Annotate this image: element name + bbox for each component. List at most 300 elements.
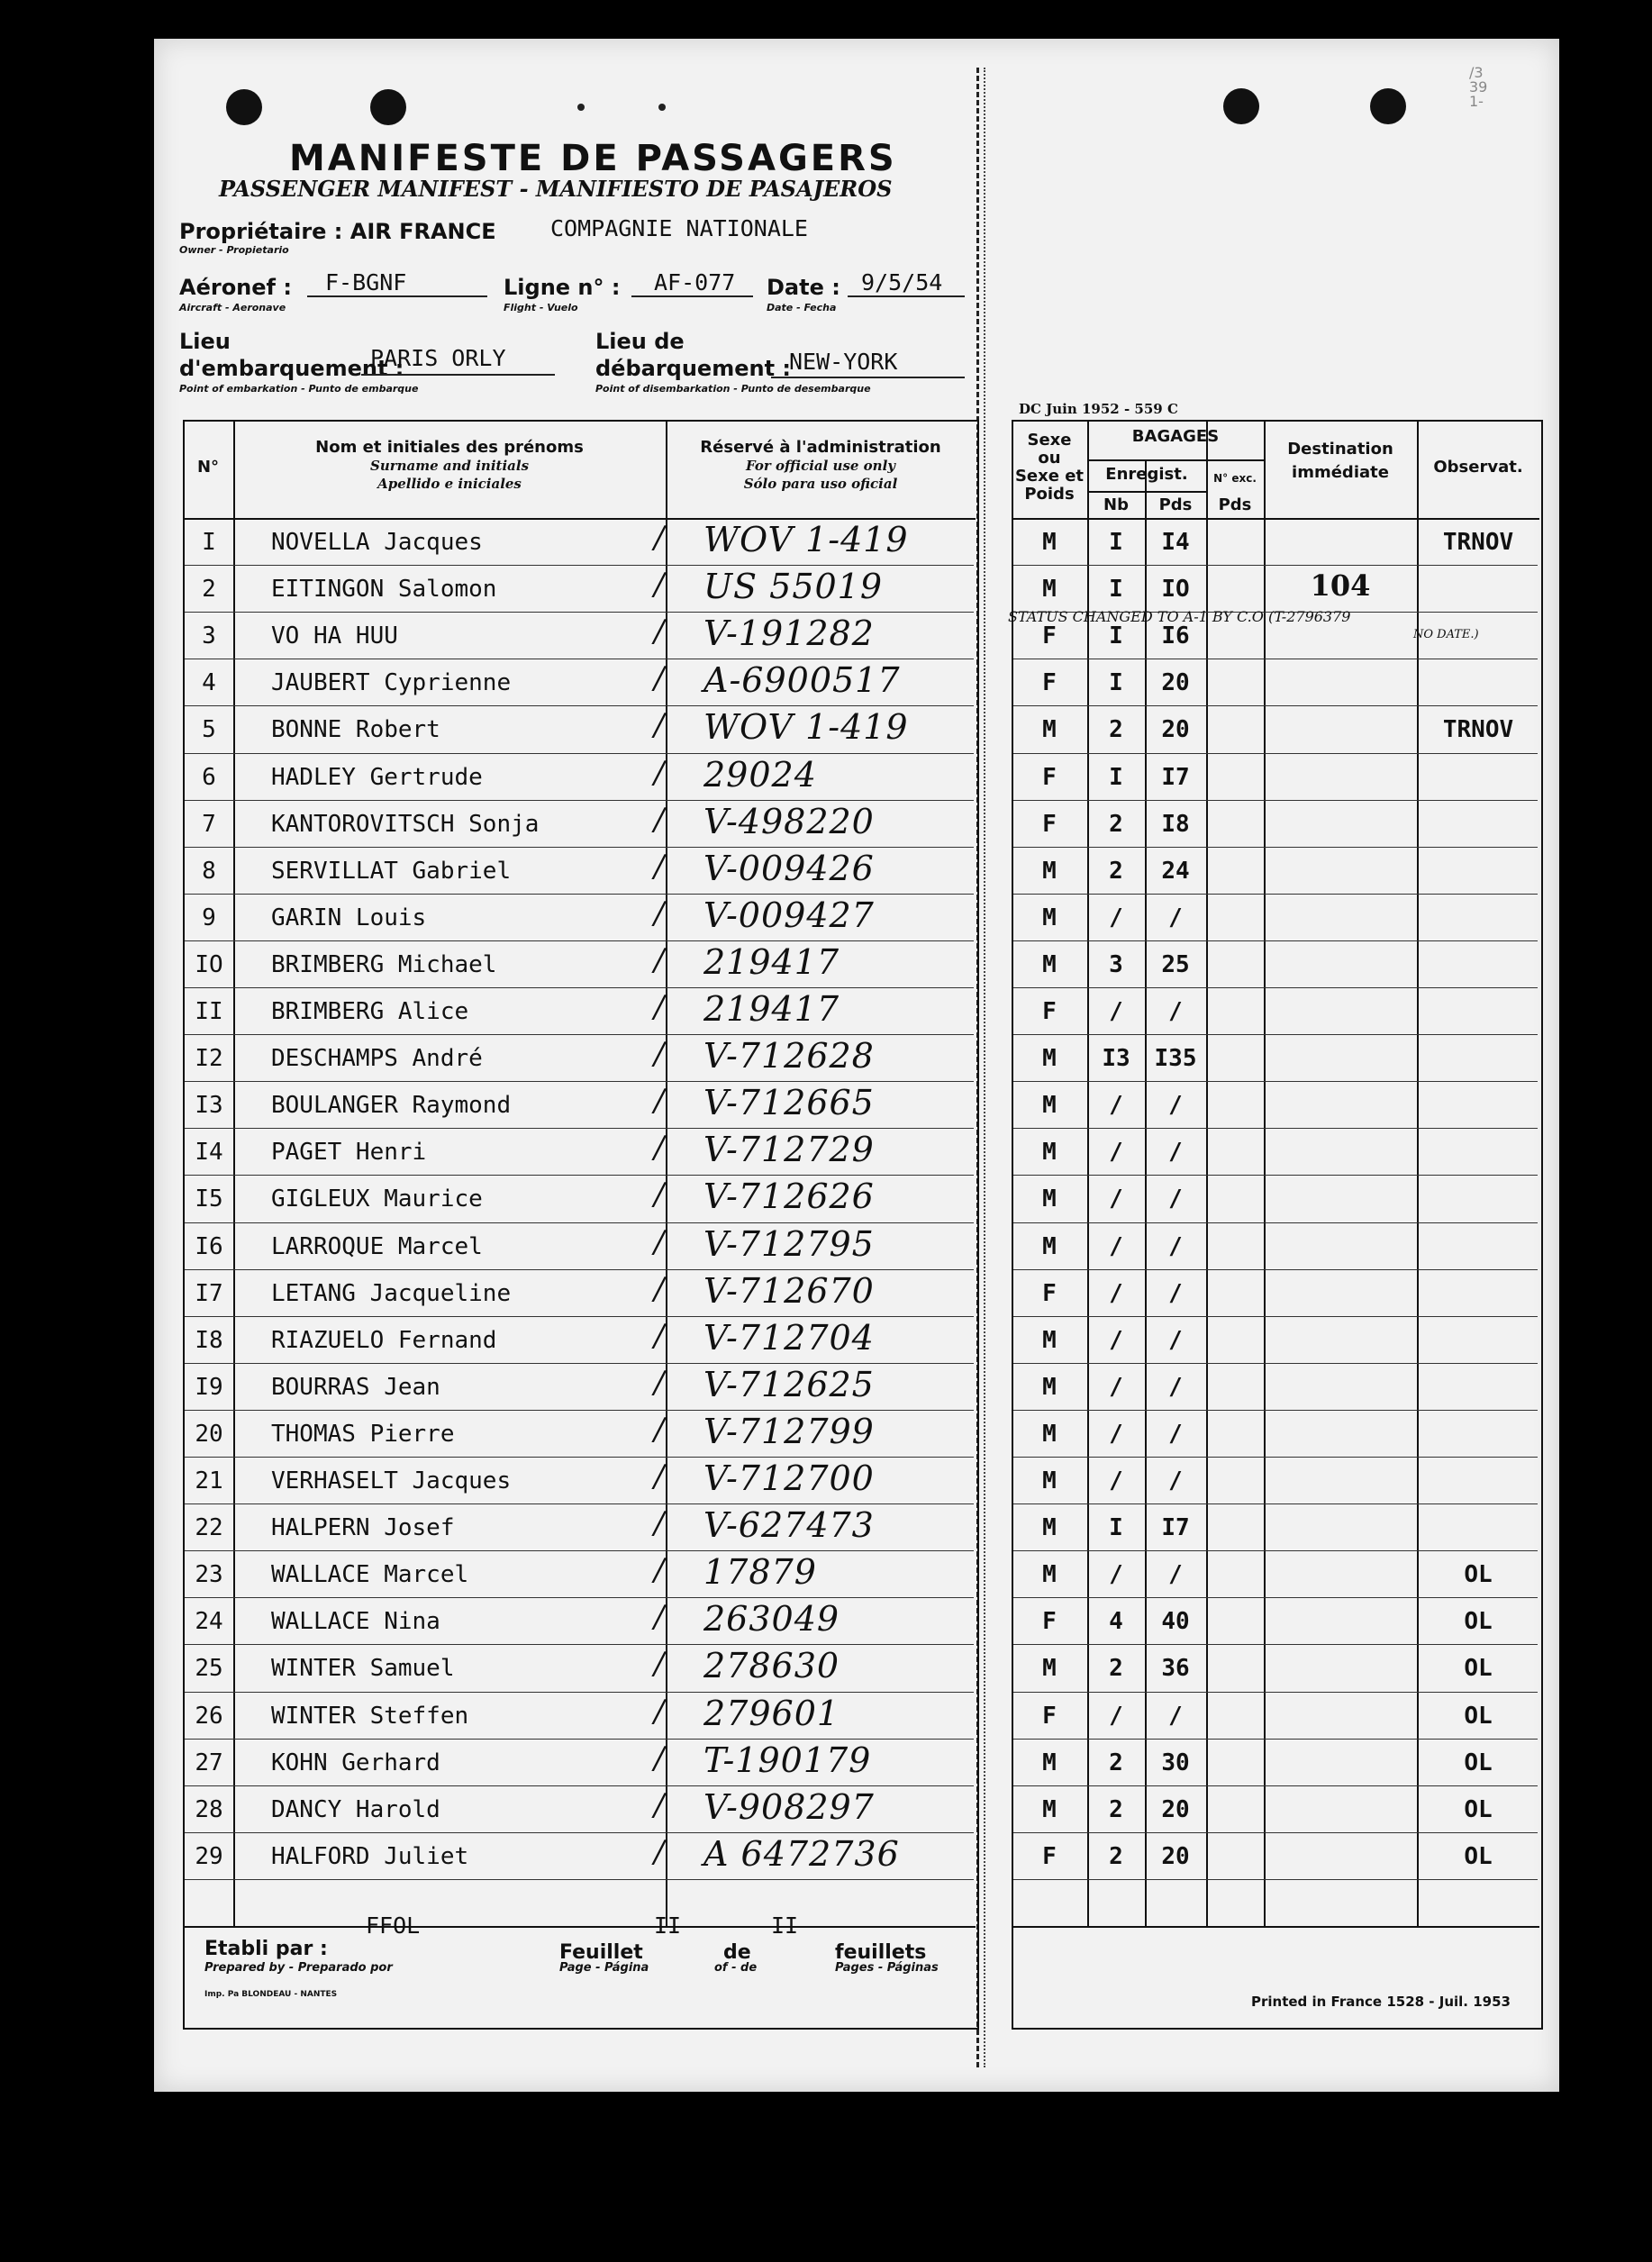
- baggage-count: I: [1109, 622, 1123, 650]
- passenger-sex: M: [1042, 716, 1057, 744]
- passenger-sex: M: [1042, 1232, 1057, 1260]
- passenger-sex: F: [1042, 622, 1057, 650]
- check-mark: /: [654, 1646, 665, 1683]
- of-sub: of - de: [714, 1961, 758, 1975]
- row-underline: [185, 1644, 974, 1645]
- check-mark: /: [654, 801, 665, 838]
- baggage-count: /: [1109, 998, 1123, 1025]
- row-underline: [1013, 1550, 1538, 1551]
- baggage-weight: 20: [1161, 716, 1190, 744]
- disembark-sub: Point of disembarkation - Punto de desembarque: [595, 383, 871, 395]
- prepared-by-sub: Prepared by - Preparado por: [204, 1961, 393, 1975]
- passenger-sex: M: [1042, 576, 1057, 604]
- disembark-label: Lieu de: [595, 329, 685, 354]
- admin-reference: V-712795: [703, 1223, 875, 1264]
- col-header-sex-3: Sexe et: [1014, 467, 1085, 486]
- bagages-divider: [1087, 459, 1264, 461]
- col-header-admin: [666, 439, 976, 493]
- flight-underline: [631, 295, 753, 297]
- flight-sub: Flight - Vuelo: [504, 302, 578, 313]
- baggage-count: 3: [1109, 950, 1123, 978]
- observation: TRNOV: [1442, 716, 1514, 744]
- disembark-value: NEW-YORK: [789, 349, 898, 375]
- col-header-destination: [1264, 441, 1417, 482]
- passenger-sex: M: [1042, 1326, 1057, 1354]
- pages-sub: Pages - Páginas: [835, 1961, 939, 1975]
- admin-reference: WOV 1-419: [703, 707, 909, 748]
- passenger-sex: M: [1042, 1561, 1057, 1589]
- baggage-count: I: [1109, 763, 1123, 791]
- passenger-sex: F: [1042, 1842, 1057, 1870]
- admin-reference: V-908297: [703, 1786, 875, 1827]
- admin-reference: V-712626: [703, 1176, 875, 1217]
- aircraft-sub: Aircraft - Aeronave: [179, 302, 286, 313]
- col-header-sex-1: Sexe: [1027, 431, 1072, 450]
- passenger-name: KANTOROVITSCH Sonja: [271, 810, 540, 838]
- baggage-count: 2: [1109, 1795, 1123, 1823]
- passenger-name: DANCY Harold: [271, 1795, 440, 1823]
- baggage-weight: /: [1168, 1186, 1183, 1213]
- row-number: I8: [195, 1326, 223, 1354]
- passenger-name: HALPERN Josef: [271, 1514, 455, 1542]
- row-number: 7: [202, 810, 216, 838]
- baggage-weight: I7: [1161, 1514, 1190, 1542]
- admin-reference: T-190179: [703, 1740, 872, 1780]
- form-code: DC Juin 1952 - 559 C: [1019, 401, 1178, 417]
- baggage-count: /: [1109, 904, 1123, 931]
- passenger-sex: M: [1042, 904, 1057, 931]
- row-underline: [185, 1410, 974, 1411]
- passenger-name: LETANG Jacqueline: [271, 1279, 512, 1307]
- passenger-name: HALFORD Juliet: [271, 1842, 469, 1870]
- admin-reference: V-191282: [703, 613, 875, 654]
- row-underline: [1013, 894, 1538, 895]
- col-header-admin-es: Sólo para uso oficial: [743, 476, 898, 492]
- baggage-count: /: [1109, 1561, 1123, 1589]
- row-number: 22: [195, 1514, 223, 1542]
- passenger-name: HADLEY Gertrude: [271, 763, 483, 791]
- observation: OL: [1464, 1702, 1493, 1730]
- row-underline: [1013, 1597, 1538, 1598]
- admin-reference: V-009426: [703, 848, 875, 888]
- col-header-observ: Observat.: [1433, 458, 1523, 477]
- ink-dot: [658, 104, 666, 111]
- baggage-weight: 20: [1161, 1842, 1190, 1870]
- disembark-underline: [771, 377, 965, 378]
- owner-label: Propriétaire : AIR FRANCE: [179, 219, 496, 244]
- baggage-count: /: [1109, 1279, 1123, 1307]
- col-divider: [1417, 420, 1419, 1926]
- row-underline: [1013, 705, 1538, 706]
- col-header-nb: Nb: [1103, 495, 1129, 514]
- row-underline: [185, 565, 974, 566]
- check-mark: /: [654, 895, 665, 931]
- passenger-name: WALLACE Marcel: [271, 1561, 469, 1589]
- row-number: 25: [195, 1655, 223, 1683]
- row-underline: [185, 1597, 974, 1598]
- row-underline: [1013, 1879, 1538, 1880]
- date-underline: [848, 295, 965, 297]
- row-underline: [185, 1081, 974, 1082]
- check-mark: /: [654, 1552, 665, 1589]
- check-mark: /: [654, 1693, 665, 1730]
- col-header-nexc: N° exc.: [1213, 472, 1257, 485]
- admin-reference: V-712628: [703, 1036, 875, 1076]
- observation: OL: [1464, 1795, 1493, 1823]
- sheet-sub: Page - Página: [559, 1961, 649, 1975]
- sheet-value: II: [654, 1912, 682, 1939]
- passenger-sex: M: [1042, 1373, 1057, 1401]
- col-header-name-es: Apellido e iniciales: [377, 476, 522, 492]
- check-mark: /: [654, 989, 665, 1025]
- admin-reference: 278630: [703, 1646, 840, 1686]
- check-mark: /: [654, 520, 665, 556]
- passenger-sex: F: [1042, 669, 1057, 697]
- row-number: 4: [202, 669, 216, 697]
- row-number: 29: [195, 1842, 223, 1870]
- passenger-name: EITINGON Salomon: [271, 576, 497, 604]
- col-header-enregist: Enregist.: [1105, 465, 1188, 484]
- row-underline: [1013, 1316, 1538, 1317]
- admin-reference: WOV 1-419: [703, 520, 909, 559]
- passenger-sex: M: [1042, 1514, 1057, 1542]
- passenger-name: BOURRAS Jean: [271, 1373, 440, 1401]
- baggage-weight: /: [1168, 1279, 1183, 1307]
- row-underline: [1013, 987, 1538, 988]
- row-number: I9: [195, 1373, 223, 1401]
- baggage-weight: I6: [1161, 622, 1190, 650]
- admin-reference: V-712700: [703, 1458, 875, 1498]
- ink-dot: [577, 104, 585, 111]
- admin-reference: V-712729: [703, 1130, 875, 1170]
- baggage-weight: /: [1168, 1420, 1183, 1448]
- row-underline: [1013, 1644, 1538, 1645]
- passenger-sex: M: [1042, 950, 1057, 978]
- passenger-name: VERHASELT Jacques: [271, 1467, 512, 1494]
- check-mark: /: [654, 1270, 665, 1307]
- baggage-count: /: [1109, 1702, 1123, 1730]
- check-mark: /: [654, 1740, 665, 1776]
- passenger-sex: F: [1042, 1608, 1057, 1636]
- admin-reference: A 6472736: [703, 1833, 900, 1874]
- admin-reference: 263049: [703, 1599, 840, 1640]
- row-underline: [185, 1739, 974, 1740]
- check-mark: /: [654, 1833, 665, 1870]
- embark-sub: Point of embarkation - Punto de embarque: [179, 383, 419, 395]
- baggage-count: I: [1109, 529, 1123, 556]
- passenger-sex: M: [1042, 857, 1057, 885]
- passenger-sex: M: [1042, 1139, 1057, 1167]
- row-number: I7: [195, 1279, 223, 1307]
- passenger-name: GIGLEUX Maurice: [271, 1186, 483, 1213]
- destination: 104: [1310, 568, 1371, 604]
- check-mark: /: [654, 1458, 665, 1494]
- col-divider: [233, 420, 235, 1926]
- manifest-subtitle: PASSENGER MANIFEST - MANIFIESTO DE PASAJEROS: [219, 176, 893, 202]
- row-underline: [185, 987, 974, 988]
- baggage-count: 2: [1109, 716, 1123, 744]
- pencil-marks: /3 39 1-: [1469, 64, 1488, 110]
- col-header-pds2: Pds: [1218, 495, 1252, 514]
- row-underline: [185, 847, 974, 848]
- row-number: 9: [202, 904, 216, 931]
- row-number: 28: [195, 1795, 223, 1823]
- row-number: II: [195, 998, 223, 1025]
- admin-reference: A-6900517: [703, 660, 901, 701]
- footer-divider: [183, 1926, 976, 1928]
- row-underline: [185, 1879, 974, 1880]
- baggage-weight: 24: [1161, 857, 1190, 885]
- row-number: 27: [195, 1749, 223, 1776]
- baggage-count: 2: [1109, 857, 1123, 885]
- baggage-weight: I8: [1161, 810, 1190, 838]
- row-underline: [1013, 1692, 1538, 1693]
- row-number: 23: [195, 1561, 223, 1589]
- row-number: 26: [195, 1702, 223, 1730]
- passenger-name: NOVELLA Jacques: [271, 529, 483, 556]
- col-header-sex-4: Poids: [1024, 485, 1075, 504]
- admin-reference: V-712704: [703, 1317, 875, 1358]
- check-mark: /: [654, 707, 665, 744]
- row-underline: [185, 1128, 974, 1129]
- col-header-admin-fr: Réservé à l'administration: [700, 438, 941, 457]
- owner-sub: Owner - Propietario: [179, 244, 289, 256]
- observation: TRNOV: [1442, 529, 1514, 556]
- baggage-weight: I7: [1161, 763, 1190, 791]
- col-header-pds: Pds: [1158, 495, 1193, 514]
- passenger-name: THOMAS Pierre: [271, 1420, 455, 1448]
- punch-hole: [226, 89, 262, 125]
- flight-value: AF-077: [654, 269, 736, 295]
- passenger-name: JAUBERT Cyprienne: [271, 669, 512, 697]
- check-mark: /: [654, 1317, 665, 1354]
- passenger-name: KOHN Gerhard: [271, 1749, 440, 1776]
- footer-divider: [1012, 1926, 1539, 1928]
- pages-label: feuillets: [835, 1941, 927, 1964]
- passenger-sex: M: [1042, 1467, 1057, 1494]
- row-number: I6: [195, 1232, 223, 1260]
- row-number: I: [202, 529, 216, 556]
- aircraft-label: Aéronef :: [179, 275, 292, 300]
- row-underline: [185, 753, 974, 754]
- observation: OL: [1464, 1655, 1493, 1683]
- passenger-name: GARIN Louis: [271, 904, 427, 931]
- baggage-weight: 20: [1161, 669, 1190, 697]
- row-underline: [185, 800, 974, 801]
- passenger-sex: M: [1042, 1420, 1057, 1448]
- admin-reference: V-498220: [703, 801, 875, 841]
- baggage-weight: 30: [1161, 1749, 1190, 1776]
- passenger-sex: F: [1042, 998, 1057, 1025]
- row-number: I4: [195, 1139, 223, 1167]
- punch-hole: [1370, 88, 1406, 124]
- row-number: 24: [195, 1608, 223, 1636]
- baggage-weight: 36: [1161, 1655, 1190, 1683]
- prepared-by-value: FFOL: [366, 1912, 421, 1939]
- date-label: Date :: [767, 275, 840, 300]
- admin-reference: 219417: [703, 941, 840, 982]
- baggage-count: /: [1109, 1467, 1123, 1494]
- check-mark: /: [654, 1036, 665, 1073]
- check-mark: /: [654, 1364, 665, 1401]
- admin-reference: V-712799: [703, 1411, 875, 1451]
- row-underline: [185, 1692, 974, 1693]
- passenger-name: WALLACE Nina: [271, 1608, 440, 1636]
- passenger-name: WINTER Steffen: [271, 1702, 469, 1730]
- row-underline: [185, 1363, 974, 1364]
- baggage-weight: IO: [1161, 576, 1190, 604]
- check-mark: /: [654, 1083, 665, 1120]
- admin-reference: 29024: [703, 754, 817, 795]
- passenger-sex: M: [1042, 1749, 1057, 1776]
- baggage-count: /: [1109, 1092, 1123, 1120]
- row-underline: [1013, 1832, 1538, 1833]
- flight-label: Ligne n° :: [504, 275, 621, 300]
- manifest-page: [154, 39, 1559, 2092]
- baggage-weight: /: [1168, 1373, 1183, 1401]
- admin-reference: V-712670: [703, 1270, 875, 1311]
- row-number: 6: [202, 763, 216, 791]
- row-number: 2: [202, 576, 216, 604]
- row-number: I2: [195, 1045, 223, 1073]
- passenger-sex: M: [1042, 529, 1057, 556]
- row-underline: [185, 1785, 974, 1786]
- row-underline: [185, 1503, 974, 1504]
- passenger-name: BRIMBERG Alice: [271, 998, 469, 1025]
- col-header-name-en: Surname and initials: [369, 458, 530, 474]
- row-underline: [1013, 847, 1538, 848]
- row-underline: [185, 1222, 974, 1223]
- printed-in-france: Printed in France 1528 - Juil. 1953: [1251, 1994, 1511, 2010]
- of-label: de: [723, 1941, 751, 1964]
- row-underline: [1013, 1222, 1538, 1223]
- check-mark: /: [654, 567, 665, 604]
- admin-reference: V-627473: [703, 1505, 875, 1546]
- baggage-count: /: [1109, 1232, 1123, 1260]
- baggage-count: I3: [1102, 1045, 1130, 1073]
- row-underline: [185, 1457, 974, 1458]
- passenger-name: BRIMBERG Michael: [271, 950, 497, 978]
- baggage-count: /: [1109, 1186, 1123, 1213]
- row-underline: [1013, 1785, 1538, 1786]
- row-underline: [185, 1269, 974, 1270]
- passenger-sex: M: [1042, 1045, 1057, 1073]
- passenger-sex: F: [1042, 1702, 1057, 1730]
- admin-reference: V-712625: [703, 1364, 875, 1404]
- row-underline: [185, 705, 974, 706]
- admin-reference: 17879: [703, 1552, 817, 1593]
- row-underline: [1013, 1175, 1538, 1176]
- punch-hole: [1223, 88, 1259, 124]
- col-header-bagages: BAGAGES: [1131, 427, 1220, 446]
- check-mark: /: [654, 1223, 665, 1260]
- sheet-label: Feuillet: [559, 1941, 643, 1964]
- admin-reference: 279601: [703, 1693, 840, 1733]
- status-change-note-2: NO DATE.): [1413, 628, 1479, 641]
- row-underline: [185, 1175, 974, 1176]
- embark-value: PARIS ORLY: [370, 345, 506, 371]
- row-underline: [1013, 800, 1538, 801]
- check-mark: /: [654, 1176, 665, 1213]
- embark-underline: [361, 374, 555, 376]
- baggage-count: /: [1109, 1373, 1123, 1401]
- baggage-weight: 40: [1161, 1608, 1190, 1636]
- admin-reference: US 55019: [703, 567, 884, 607]
- header-divider: [1012, 518, 1539, 520]
- passenger-sex: M: [1042, 1655, 1057, 1683]
- row-underline: [1013, 1503, 1538, 1504]
- col-divider: [666, 420, 667, 1926]
- row-number: I5: [195, 1186, 223, 1213]
- embark-label: d'embarquement :: [179, 356, 404, 381]
- baggage-count: /: [1109, 1420, 1123, 1448]
- perforation-line: [984, 68, 985, 2067]
- status-change-note: STATUS CHANGED TO A-1 BY C.O (T-2796379: [1008, 608, 1351, 625]
- baggage-weight: 20: [1161, 1795, 1190, 1823]
- row-number: 5: [202, 716, 216, 744]
- passenger-name: VO HA HUU: [271, 622, 398, 650]
- passenger-name: BONNE Robert: [271, 716, 440, 744]
- col-header-dest-2: immédiate: [1292, 463, 1389, 482]
- passenger-sex: M: [1042, 1186, 1057, 1213]
- row-underline: [185, 1034, 974, 1035]
- col-divider: [1264, 420, 1266, 1926]
- check-mark: /: [654, 1505, 665, 1542]
- passenger-table-right: [1012, 420, 1543, 2030]
- passenger-sex: M: [1042, 1795, 1057, 1823]
- check-mark: /: [654, 613, 665, 650]
- baggage-weight: /: [1168, 1232, 1183, 1260]
- owner-value: COMPAGNIE NATIONALE: [550, 215, 808, 241]
- admin-reference: 219417: [703, 989, 840, 1029]
- col-header-name-fr: Nom et initiales des prénoms: [315, 438, 584, 457]
- check-mark: /: [654, 660, 665, 697]
- row-underline: [1013, 1128, 1538, 1129]
- baggage-weight: /: [1168, 1139, 1183, 1167]
- prepared-by-label: Etabli par :: [204, 1938, 328, 1960]
- passenger-sex: M: [1042, 1092, 1057, 1120]
- aircraft-value: F-BGNF: [325, 269, 407, 295]
- passenger-sex: F: [1042, 1279, 1057, 1307]
- punch-hole: [370, 89, 406, 125]
- row-underline: [1013, 1410, 1538, 1411]
- admin-reference: V-009427: [703, 895, 875, 935]
- passenger-sex: F: [1042, 763, 1057, 791]
- aircraft-underline: [307, 295, 487, 297]
- baggage-count: /: [1109, 1326, 1123, 1354]
- passenger-name: SERVILLAT Gabriel: [271, 857, 512, 885]
- row-underline: [1013, 753, 1538, 754]
- check-mark: /: [654, 1599, 665, 1636]
- passenger-name: LARROQUE Marcel: [271, 1232, 483, 1260]
- baggage-weight: /: [1168, 998, 1183, 1025]
- row-underline: [185, 1316, 974, 1317]
- baggage-count: 2: [1109, 810, 1123, 838]
- col-header-sex-2: ou: [1038, 449, 1061, 468]
- row-underline: [1013, 1269, 1538, 1270]
- row-underline: [185, 612, 974, 613]
- observation: OL: [1464, 1749, 1493, 1776]
- embark-label: Lieu: [179, 329, 231, 354]
- col-header-sex: [1012, 432, 1087, 504]
- row-underline: [1013, 1739, 1538, 1740]
- observation: OL: [1464, 1561, 1493, 1589]
- enregist-divider: [1087, 491, 1206, 493]
- row-underline: [185, 894, 974, 895]
- col-header-admin-en: For official use only: [746, 458, 895, 474]
- passenger-name: WINTER Samuel: [271, 1655, 455, 1683]
- row-number: IO: [195, 950, 223, 978]
